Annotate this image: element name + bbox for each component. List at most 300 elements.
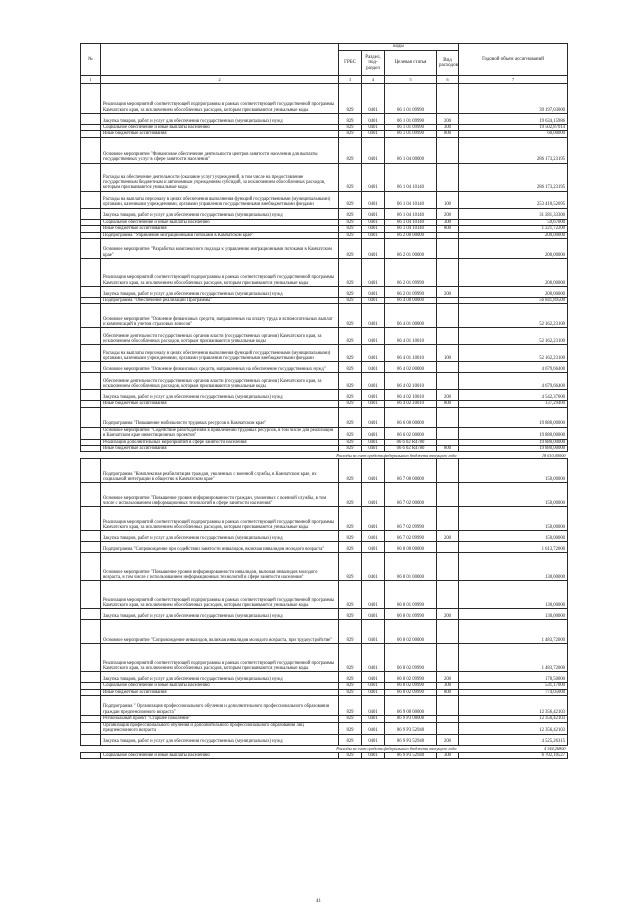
row-name-cell: Реализация мероприятий соответствующей подпрограммы в рамках соответствующей государственной программы Камчатского края, за исключением обособленных расходов, которым присваиваются уникальные коды (101, 259, 339, 287)
row-sum-cell: 1 221,72200 (459, 226, 568, 232)
row-name-cell: Социальное обеспечение и иные выплаты населению (101, 125, 339, 131)
row-vr-cell: 300 (437, 125, 459, 131)
row-sum-cell: 1 483,72000 (459, 620, 568, 644)
table-row (81, 672, 568, 683)
row-cs-cell: 06 9 P3 00000 (385, 716, 437, 722)
row-cs-cell: 06 7 02 09990 (385, 531, 437, 542)
row-cs-cell: 06 2 00 00000 (385, 232, 437, 238)
row-num-cell (81, 542, 101, 553)
row-razdel-cell: 0401 (362, 689, 385, 695)
row-sum-cell: 130,00000 (459, 553, 568, 581)
row-cs-cell: 06 1 01 09990 (385, 131, 437, 137)
row-num-cell (81, 507, 101, 531)
header-cs: Целевая статья (385, 51, 437, 76)
row-sum-cell: 286 173,23195 (459, 137, 568, 163)
row-num-cell (81, 483, 101, 507)
row-razdel-cell: 0401 (362, 620, 385, 644)
table-row (81, 390, 568, 401)
row-razdel-cell: 0401 (362, 239, 385, 259)
footnote-row (81, 745, 568, 752)
table-row (81, 239, 568, 259)
row-vr-cell: 800 (437, 689, 459, 695)
table-row (81, 137, 568, 163)
row-razdel-cell: 0401 (362, 531, 385, 542)
row-razdel-cell: 0401 (362, 439, 385, 445)
row-sum-cell: 52 162,23100 (459, 328, 568, 345)
row-cs-cell: 06 9 P3 52940 (385, 734, 437, 745)
table-row (81, 191, 568, 208)
row-name-cell: Закупка товаров, работ и услуг для обеспечения государственных (муниципальных) нужд (101, 609, 339, 620)
row-vr-cell: 100 (437, 345, 459, 362)
header-codes: коды (339, 44, 459, 51)
row-razdel-cell: 0401 (362, 208, 385, 219)
header-sum: Годовой объем ассигнований (459, 44, 568, 76)
table-row (81, 483, 568, 507)
table-row (81, 287, 568, 298)
row-vr-cell (437, 84, 459, 114)
row-vr-cell: 300 (437, 219, 459, 225)
row-num-cell (81, 191, 101, 208)
header-grbs: ГРБС (339, 51, 362, 76)
row-grbs-cell: 829 (339, 531, 362, 542)
row-sum-cell: 150,00000 (459, 483, 568, 507)
header-row (81, 44, 568, 51)
row-num-cell (81, 84, 101, 114)
row-cs-cell: 06 1 01 09990 (385, 84, 437, 114)
row-grbs-cell: 829 (339, 716, 362, 722)
row-cs-cell: 06 1 01 09990 (385, 125, 437, 131)
row-vr-cell: 300 (437, 752, 459, 758)
row-razdel-cell: 0401 (362, 125, 385, 131)
row-sum-cell: 52 162,23100 (459, 345, 568, 362)
row-cs-cell: 06 9 P3 52940 (385, 722, 437, 734)
footnote-text: Расходы за счет средств федерального бюджета текущего года (101, 745, 459, 752)
row-sum-cell: 60,00000 (459, 131, 568, 137)
row-vr-cell (437, 553, 459, 581)
row-cs-cell: 06 2 01 09990 (385, 259, 437, 287)
table-row (81, 163, 568, 191)
row-sum-cell: 200,00000 (459, 232, 568, 238)
row-razdel-cell: 0401 (362, 609, 385, 620)
row-razdel-cell: 0401 (362, 362, 385, 373)
row-vr-cell: 200 (437, 672, 459, 683)
row-name-cell: Подпрограмма "Повышение мобильности трудовых ресурсов в Камчатском крае" (101, 407, 339, 427)
row-razdel-cell: 0401 (362, 581, 385, 609)
row-cs-cell: 06 7 00 00000 (385, 459, 437, 483)
row-name-cell: Реализация мероприятий соответствующей подпрограммы в рамках соответствующей государственной программы Камчатского края, за исключением обособленных расходов, которым присваиваются уникальные коды (101, 84, 339, 114)
row-grbs-cell: 829 (339, 239, 362, 259)
row-vr-cell (437, 722, 459, 734)
row-grbs-cell: 829 (339, 752, 362, 758)
row-cs-cell: 06 6 00 00000 (385, 407, 437, 427)
row-name-cell: Закупка товаров, работ и услуг для обеспечения государственных (муниципальных) нужд (101, 287, 339, 298)
index-cell: 6 (437, 76, 459, 84)
row-sum-cell: 12 356,42103 (459, 722, 568, 734)
row-grbs-cell: 829 (339, 407, 362, 427)
row-cs-cell: 06 8 02 09990 (385, 672, 437, 683)
row-num-cell (81, 304, 101, 328)
row-razdel-cell: 0401 (362, 219, 385, 225)
row-cs-cell: 06 2 01 00000 (385, 239, 437, 259)
row-vr-cell: 800 (437, 401, 459, 407)
row-grbs-cell: 829 (339, 114, 362, 125)
row-razdel-cell: 0401 (362, 672, 385, 683)
table-row (81, 259, 568, 287)
index-cell: 4 (362, 76, 385, 84)
row-grbs-cell: 829 (339, 696, 362, 716)
index-cell: 2 (101, 76, 339, 84)
table-row (81, 114, 568, 125)
row-razdel-cell: 0401 (362, 446, 385, 452)
row-name-cell: Расходы на обеспечение деятельности (оказание услуг) учреждений, в том числе на предоставление государственным бюджетным и автономным учреждениям субсидий, за исключением обособленных расходов, которым присваиваются уникальные коды (101, 163, 339, 191)
row-cs-cell: 06 8 02 09990 (385, 683, 437, 689)
row-num-cell (81, 734, 101, 745)
row-razdel-cell: 0401 (362, 226, 385, 232)
row-sum-cell: 59,67000 (459, 219, 568, 225)
row-grbs-cell: 829 (339, 362, 362, 373)
row-cs-cell: 06 1 04 10140 (385, 208, 437, 219)
row-num-cell (81, 328, 101, 345)
row-sum-cell: 774,05000 (459, 689, 568, 695)
row-razdel-cell: 0401 (362, 696, 385, 716)
row-grbs-cell: 829 (339, 401, 362, 407)
row-name-cell: Закупка товаров, работ и услуг для обеспечения государственных (муниципальных) нужд (101, 390, 339, 401)
row-sum-cell: 19 880,00000 (459, 439, 568, 445)
row-vr-cell (437, 696, 459, 716)
row-razdel-cell: 0401 (362, 345, 385, 362)
row-vr-cell: 200 (437, 287, 459, 298)
row-num-cell (81, 581, 101, 609)
row-sum-cell: 4 679,66400 (459, 362, 568, 373)
row-sum-cell: 4 525,26315 (459, 734, 568, 745)
row-sum-cell: 4 542,37000 (459, 390, 568, 401)
row-razdel-cell: 0401 (362, 390, 385, 401)
row-name-cell: Основное мероприятие "Освоение финансовых средств, направленных на обеспечение государственных нужд" (101, 362, 339, 373)
table-row (81, 644, 568, 672)
row-cs-cell: 06 8 01 09990 (385, 609, 437, 620)
row-vr-cell: 300 (437, 683, 459, 689)
row-name-cell: Иные бюджетные ассигнования (101, 401, 339, 407)
header-name (101, 44, 339, 76)
row-sum-cell: 137,29400 (459, 401, 568, 407)
table-row (81, 208, 568, 219)
row-vr-cell: 200 (437, 390, 459, 401)
row-vr-cell (437, 581, 459, 609)
table-row (81, 722, 568, 734)
row-grbs-cell: 829 (339, 734, 362, 745)
row-cs-cell: 06 1 04 00000 (385, 137, 437, 163)
row-vr-cell: 100 (437, 191, 459, 208)
row-name-cell: Обеспечение деятельности государственных органов власти (государственных органов) Камчатского края, за исключением обособленных расходов, которым присваиваются уникальные коды (101, 373, 339, 390)
row-sum-cell: 531,17000 (459, 683, 568, 689)
footnote-text: Расходы за счет средств федерального бюджета текущего года (101, 452, 459, 459)
row-cs-cell: 06 4 01 00000 (385, 304, 437, 328)
row-cs-cell: 06 4 02 10010 (385, 373, 437, 390)
table-row (81, 531, 568, 542)
row-razdel-cell: 0401 (362, 553, 385, 581)
row-grbs-cell: 829 (339, 439, 362, 445)
row-razdel-cell: 0401 (362, 483, 385, 507)
row-cs-cell: 06 8 01 09990 (385, 581, 437, 609)
row-sum-cell: 1 483,72000 (459, 644, 568, 672)
row-name-cell: Основное мероприятие "Сопровождение инвалидов, включая инвалидов молодого возраста, при трудоустройстве" (101, 620, 339, 644)
row-cs-cell: 06 6 02 R4780 (385, 446, 437, 452)
row-razdel-cell: 0401 (362, 752, 385, 758)
row-razdel-cell: 0401 (362, 734, 385, 745)
row-sum-cell: 39 197,03000 (459, 84, 568, 114)
row-vr-cell (437, 620, 459, 644)
row-vr-cell (437, 507, 459, 531)
row-cs-cell: 06 4 00 00000 (385, 298, 437, 304)
header-vr: Вид расходов (437, 51, 459, 76)
row-sum-cell: 150,00000 (459, 459, 568, 483)
row-razdel-cell: 0401 (362, 644, 385, 672)
row-grbs-cell: 829 (339, 84, 362, 114)
row-sum-cell: 12 356,42103 (459, 716, 568, 722)
row-vr-cell: 200 (437, 531, 459, 542)
row-name-cell: Подпрограмма "Комплексная реабилитация граждан, уволенных с военной службы, в Камчатском крае, их социальной интеграции в общество в Камчатском крае" (101, 459, 339, 483)
table-row (81, 427, 568, 439)
row-grbs-cell: 829 (339, 672, 362, 683)
row-vr-cell (437, 239, 459, 259)
row-num-cell (81, 137, 101, 163)
row-num-cell (81, 609, 101, 620)
table-row (81, 696, 568, 716)
row-name-cell: Основное мероприятие "Освоение финансовых средств, направленных на оплату труда и вспомогательных выплат и компенсаций в учетом страховых взносов" (101, 304, 339, 328)
row-sum-cell: 31 281,33300 (459, 208, 568, 219)
row-grbs-cell: 829 (339, 163, 362, 191)
row-sum-cell: 19 880,00000 (459, 446, 568, 452)
row-grbs-cell: 829 (339, 459, 362, 483)
row-num-cell (81, 644, 101, 672)
row-vr-cell (437, 259, 459, 287)
index-cell: 1 (81, 76, 101, 84)
row-num-cell (81, 373, 101, 390)
row-razdel-cell: 0401 (362, 407, 385, 427)
table-row (81, 581, 568, 609)
row-grbs-cell: 829 (339, 328, 362, 345)
row-name-cell: Социальное обеспечение и иные выплаты населению (101, 752, 339, 758)
row-name-cell: Реализация мероприятий соответствующей подпрограммы в рамках соответствующей государственной программы Камчатского края, за исключением обособленных расходов, которым присваиваются уникальные коды (101, 644, 339, 672)
row-razdel-cell: 0401 (362, 232, 385, 238)
row-cs-cell: 06 8 02 00000 (385, 620, 437, 644)
row-sum-cell: 178,50000 (459, 672, 568, 683)
row-grbs-cell: 829 (339, 259, 362, 287)
row-grbs-cell: 829 (339, 689, 362, 695)
row-cs-cell: 06 9 P3 52940 (385, 752, 437, 758)
row-sum-cell: 150,00000 (459, 507, 568, 531)
table-row (81, 507, 568, 531)
row-name-cell: Обеспечение деятельности государственных органов власти (государственных органов) Камчатского края, за исключением обособленных расходов, которым присваиваются уникальные коды (101, 328, 339, 345)
row-cs-cell: 06 1 01 09990 (385, 114, 437, 125)
row-num-cell (81, 752, 101, 758)
row-cs-cell: 06 8 02 09990 (385, 689, 437, 695)
row-name-cell: Организация профессионального обучения и дополнительного профессионального образования лиц предпенсионного возраста (101, 722, 339, 734)
row-sum-cell: 130,00000 (459, 609, 568, 620)
index-cell: 7 (459, 76, 568, 84)
row-name-cell: Закупка товаров, работ и услуг для обеспечения государственных (муниципальных) нужд (101, 734, 339, 745)
row-num-cell (81, 114, 101, 125)
row-grbs-cell: 829 (339, 620, 362, 644)
row-sum-cell: 19 880,00000 (459, 407, 568, 427)
row-vr-cell (437, 373, 459, 390)
row-name-cell: Подпрограмма "Управление миграционными потоками в Камчатском крае" (101, 232, 339, 238)
row-name-cell: Реализация дополнительных мероприятий в сфере занятости населения (101, 439, 339, 445)
row-razdel-cell: 0401 (362, 287, 385, 298)
row-name-cell: Социальное обеспечение и иные выплаты населению (101, 219, 339, 225)
row-razdel-cell: 0401 (362, 304, 385, 328)
row-vr-cell (437, 542, 459, 553)
row-name-cell: Основное мероприятие "Разработка комплексного подхода к управлению миграционными потоками в Камчатском крае" (101, 239, 339, 259)
row-name-cell: Иные бюджетные ассигнования (101, 689, 339, 695)
row-num-cell (81, 531, 101, 542)
row-num-cell (81, 239, 101, 259)
row-sum-cell: 130,00000 (459, 581, 568, 609)
row-grbs-cell: 829 (339, 298, 362, 304)
row-name-cell: Закупка товаров, работ и услуг для обеспечения государственных (муниципальных) нужд (101, 208, 339, 219)
row-cs-cell: 06 6 02 R4780 (385, 439, 437, 445)
row-vr-cell: 800 (437, 131, 459, 137)
row-grbs-cell: 829 (339, 304, 362, 328)
row-sum-cell: 19 880,00000 (459, 427, 568, 439)
table-row (81, 542, 568, 553)
row-razdel-cell: 0401 (362, 163, 385, 191)
row-num-cell (81, 163, 101, 191)
row-name-cell: Закупка товаров, работ и услуг для обеспечения государственных (муниципальных) нужд (101, 531, 339, 542)
budget-table-sheet (80, 43, 568, 898)
row-sum-cell: 200,00000 (459, 239, 568, 259)
table-row (81, 362, 568, 373)
row-razdel-cell: 0401 (362, 542, 385, 553)
row-grbs-cell: 829 (339, 581, 362, 609)
row-vr-cell (437, 427, 459, 439)
row-num-cell (81, 553, 101, 581)
page-number: 41 (316, 899, 321, 904)
table-row (81, 328, 568, 345)
footnote-sum: 4 344,26800 (459, 745, 568, 752)
row-name-cell: Основное мероприятие "Повышение уровня информированности инвалидов, включая инвалидов молодого возраста, в том числе с использованием информационных технологий в сфере занятости населения" (101, 553, 339, 581)
row-grbs-cell: 829 (339, 390, 362, 401)
row-grbs-cell: 829 (339, 483, 362, 507)
row-name-cell: Основное мероприятие "Повышение уровня информированности граждан, уволенных с военной службы, в том числе с использованием информационных технологий в сфере занятости населения" (101, 483, 339, 507)
row-razdel-cell: 0401 (362, 507, 385, 531)
row-razdel-cell: 0401 (362, 401, 385, 407)
row-vr-cell: 200 (437, 114, 459, 125)
row-num-cell (81, 620, 101, 644)
row-name-cell: Основное мероприятие "Содействие работодателям в привлечении трудовых ресурсов, в том числе для реализации в Камчатском крае инвестиционных проектов" (101, 427, 339, 439)
index-row (81, 76, 568, 84)
row-name-cell: Закупка товаров, работ и услуг для обеспечения государственных (муниципальных) нужд (101, 672, 339, 683)
row-name-cell: Социальное обеспечение и иные выплаты населению (101, 683, 339, 689)
row-cs-cell: 06 1 04 10140 (385, 226, 437, 232)
row-vr-cell (437, 137, 459, 163)
row-vr-cell: 200 (437, 208, 459, 219)
table-row (81, 752, 568, 758)
row-name-cell: Реализация мероприятий соответствующей подпрограммы в рамках соответствующей государственной программы Камчатского края, за исключением обособленных расходов, которым присваиваются уникальные коды (101, 581, 339, 609)
table-row (81, 304, 568, 328)
row-grbs-cell: 829 (339, 191, 362, 208)
row-cs-cell: 06 1 04 10140 (385, 191, 437, 208)
row-razdel-cell: 0401 (362, 137, 385, 163)
row-sum-cell: 200,00000 (459, 287, 568, 298)
row-cs-cell: 06 7 02 09990 (385, 507, 437, 531)
row-name-cell: Основное мероприятие "Финансовое обеспечение деятельности центров занятости населения для выплаты государственных услуг в сфере занятости населения" (101, 137, 339, 163)
row-vr-cell (437, 483, 459, 507)
row-sum-cell: 4 679,66400 (459, 373, 568, 390)
row-name-cell: Расходы на выплаты персоналу в целях обеспечения выполнения функций государственными (муниципальными) органами, казенными учреждениями, органами управления государственными внебюджетными фондами (101, 345, 339, 362)
row-razdel-cell: 0401 (362, 722, 385, 734)
row-num-cell (81, 722, 101, 734)
row-vr-cell (437, 407, 459, 427)
row-grbs-cell: 829 (339, 644, 362, 672)
row-cs-cell: 06 4 02 00000 (385, 362, 437, 373)
row-num-cell (81, 390, 101, 401)
row-vr-cell: 800 (437, 446, 459, 452)
row-num-cell (81, 696, 101, 716)
row-sum-cell: 150,00000 (459, 531, 568, 542)
row-sum-cell: 6 702,10527 (459, 752, 568, 758)
row-num-cell (81, 672, 101, 683)
row-razdel-cell: 0401 (362, 459, 385, 483)
row-vr-cell: 800 (437, 226, 459, 232)
footnote-sum: 18 610,00000 (459, 452, 568, 459)
row-grbs-cell: 829 (339, 609, 362, 620)
row-num-cell (81, 287, 101, 298)
row-cs-cell: 06 7 02 00000 (385, 483, 437, 507)
row-sum-cell: 52 162,23100 (459, 304, 568, 328)
row-vr-cell (437, 362, 459, 373)
row-name-cell: Реализация мероприятий соответствующей подпрограммы в рамках соответствующей государственной программы Камчатского края, за исключением обособленных расходов, которым присваиваются уникальные коды (101, 507, 339, 531)
row-razdel-cell: 0401 (362, 427, 385, 439)
row-grbs-cell: 829 (339, 427, 362, 439)
row-name-cell: Закупка товаров, работ и услуг для обеспечения государственных (муниципальных) нужд (101, 114, 339, 125)
row-razdel-cell: 0401 (362, 114, 385, 125)
row-grbs-cell: 829 (339, 208, 362, 219)
row-razdel-cell: 0401 (362, 131, 385, 137)
row-cs-cell: 06 2 01 09990 (385, 287, 437, 298)
row-num-cell (81, 259, 101, 287)
row-cs-cell: 06 4 01 10010 (385, 328, 437, 345)
row-num-cell (81, 362, 101, 373)
row-num-cell (81, 427, 101, 439)
table-row (81, 609, 568, 620)
row-grbs-cell: 829 (339, 553, 362, 581)
row-name-cell: Подпрограмма "Обеспечение реализации Программы" (101, 298, 339, 304)
footnote-row (81, 452, 568, 459)
row-sum-cell: 12 356,42103 (459, 696, 568, 716)
table-row (81, 553, 568, 581)
row-cs-cell: 06 1 04 10140 (385, 163, 437, 191)
row-name-cell: Иные бюджетные ассигнования (101, 446, 339, 452)
row-grbs-cell: 829 (339, 542, 362, 553)
table-row (81, 734, 568, 745)
header-razdel: Раздел, под-раздел (362, 51, 385, 76)
row-razdel-cell: 0401 (362, 373, 385, 390)
row-vr-cell (437, 304, 459, 328)
row-cs-cell: 06 6 02 00000 (385, 427, 437, 439)
row-grbs-cell: 829 (339, 232, 362, 238)
row-sum-cell: 1 613,72000 (459, 542, 568, 553)
index-cell: 3 (339, 76, 362, 84)
row-vr-cell (437, 459, 459, 483)
row-grbs-cell: 829 (339, 373, 362, 390)
row-cs-cell: 06 8 02 09990 (385, 644, 437, 672)
row-vr-cell: 200 (437, 609, 459, 620)
row-sum-cell: 286 173,23195 (459, 163, 568, 191)
row-name-cell: Региональный проект "Старшее поколение" (101, 716, 339, 722)
row-razdel-cell: 0401 (362, 259, 385, 287)
table-row (81, 407, 568, 427)
